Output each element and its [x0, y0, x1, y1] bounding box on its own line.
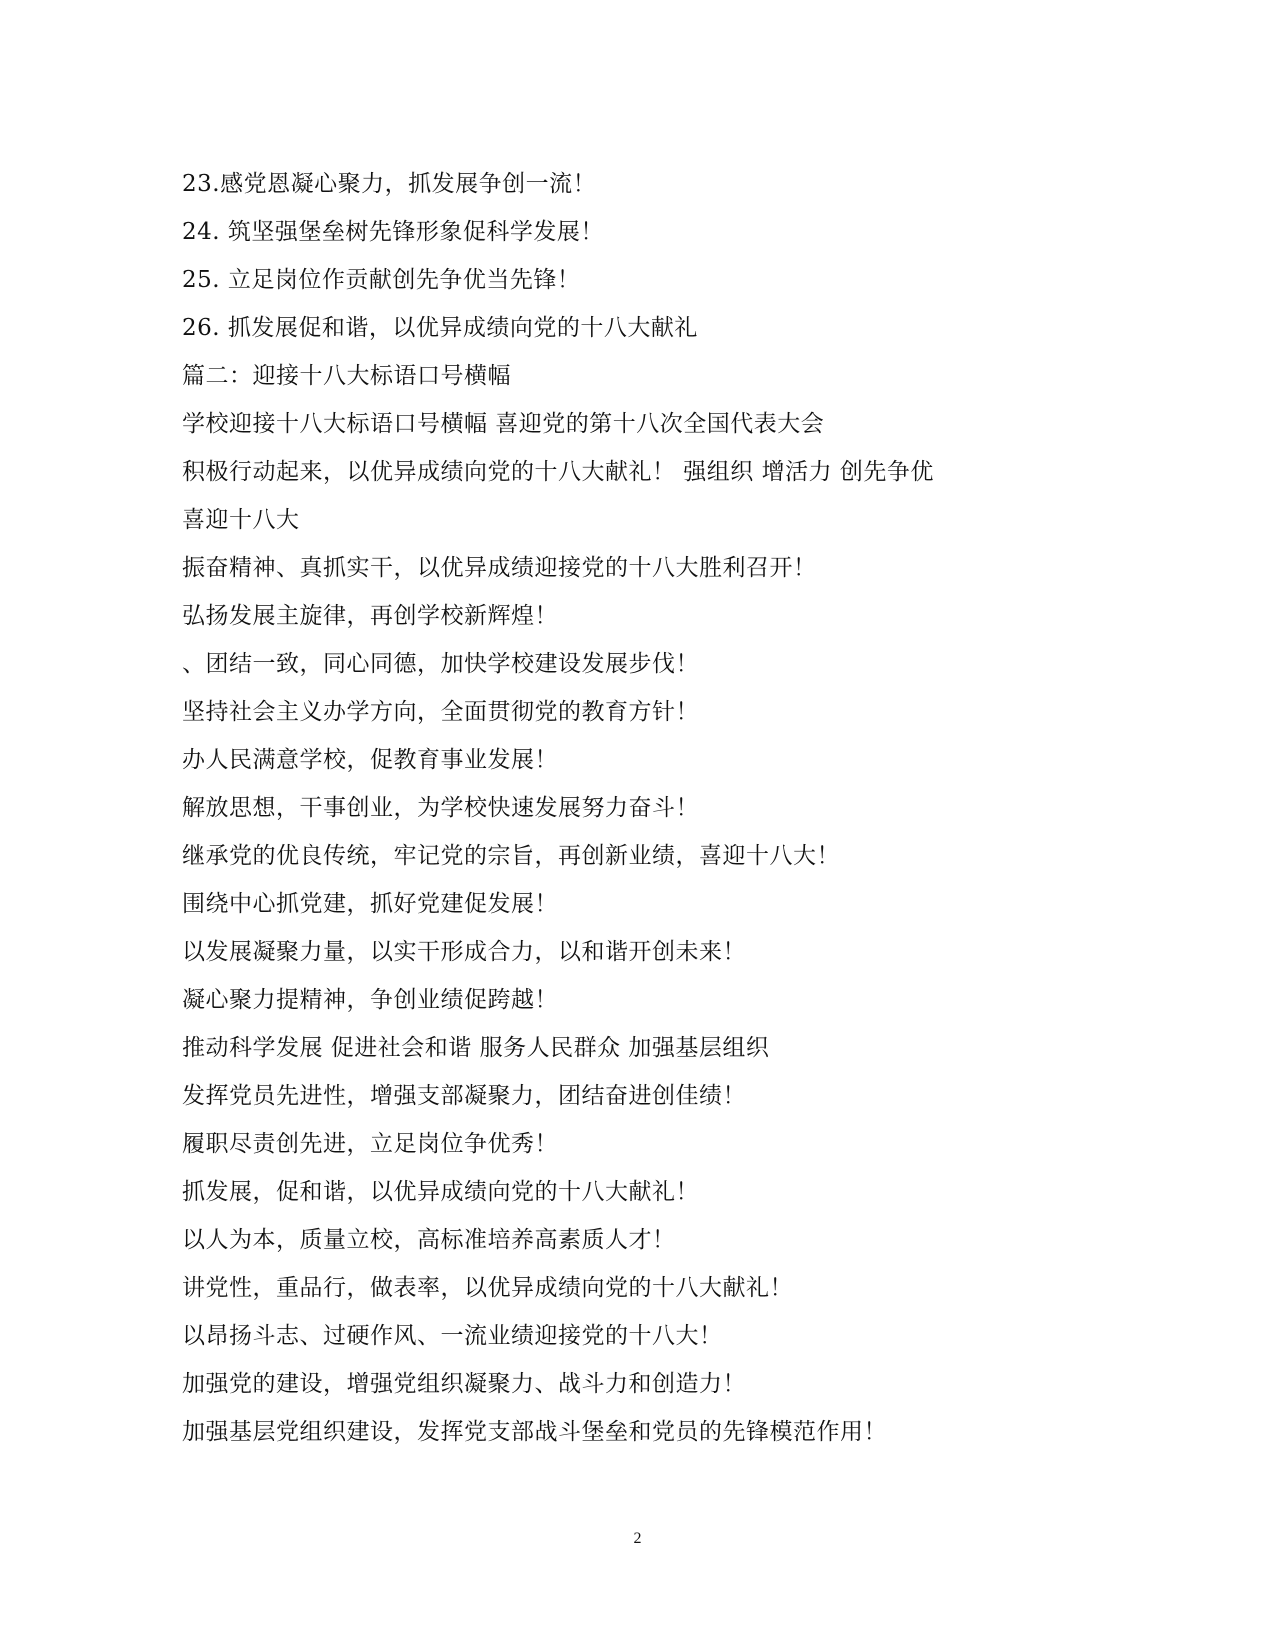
- text-line: 学校迎接十八大标语口号横幅 喜迎党的第十八次全国代表大会: [182, 411, 825, 437]
- text-line: 推动科学发展 促进社会和谐 服务人民群众 加强基层组织: [182, 1035, 770, 1061]
- text-line: 积极行动起来，以优异成绩向党的十八大献礼！ 强组织 增活力 创先争优: [182, 459, 934, 485]
- text-line: 25. 立足岗位作贡献创先争优当先锋！: [182, 267, 581, 293]
- text-line: 围绕中心抓党建，抓好党建促发展！: [182, 891, 558, 917]
- text-line: 以昂扬斗志、过硬作风、一流业绩迎接党的十八大！: [182, 1323, 723, 1349]
- text-line: 加强党的建设，增强党组织凝聚力、战斗力和创造力！: [182, 1371, 746, 1397]
- text-line: 以人为本，质量立校，高标准培养高素质人才！: [182, 1227, 676, 1253]
- text-line: 讲党性，重品行，做表率，以优异成绩向党的十八大献礼！: [182, 1275, 793, 1301]
- text-line: 加强基层党组织建设，发挥党支部战斗堡垒和党员的先锋模范作用！: [182, 1419, 887, 1445]
- text-line: 26. 抓发展促和谐，以优异成绩向党的十八大献礼: [182, 315, 698, 341]
- text-line: 振奋精神、真抓实干，以优异成绩迎接党的十八大胜利召开！: [182, 555, 817, 581]
- text-line: 24. 筑坚强堡垒树先锋形象促科学发展！: [182, 219, 604, 245]
- text-line: 继承党的优良传统，牢记党的宗旨，再创新业绩，喜迎十八大！: [182, 843, 840, 869]
- text-line: 坚持社会主义办学方向，全面贯彻党的教育方针！: [182, 699, 699, 725]
- text-line: 弘扬发展主旋律，再创学校新辉煌！: [182, 603, 558, 629]
- text-line: 凝心聚力提精神，争创业绩促跨越！: [182, 987, 558, 1013]
- text-line: 履职尽责创先进，立足岗位争优秀！: [182, 1131, 558, 1157]
- page-number: 2: [633, 1530, 642, 1547]
- text-line: 、团结一致，同心同德，加快学校建设发展步伐！: [182, 651, 699, 677]
- text-line: 解放思想，干事创业，为学校快速发展努力奋斗！: [182, 795, 699, 821]
- text-line: 以发展凝聚力量，以实干形成合力，以和谐开创未来！: [182, 939, 746, 965]
- section-heading: 篇二：迎接十八大标语口号横幅: [182, 363, 511, 389]
- text-line: 23.感党恩凝心聚力，抓发展争创一流！: [182, 171, 597, 197]
- text-line: 办人民满意学校，促教育事业发展！: [182, 747, 558, 773]
- text-line: 发挥党员先进性，增强支部凝聚力，团结奋进创佳绩！: [182, 1083, 746, 1109]
- text-line: 喜迎十八大: [182, 507, 300, 533]
- document-body: [182, 160, 1062, 1456]
- text-line: 抓发展，促和谐，以优异成绩向党的十八大献礼！: [182, 1179, 699, 1205]
